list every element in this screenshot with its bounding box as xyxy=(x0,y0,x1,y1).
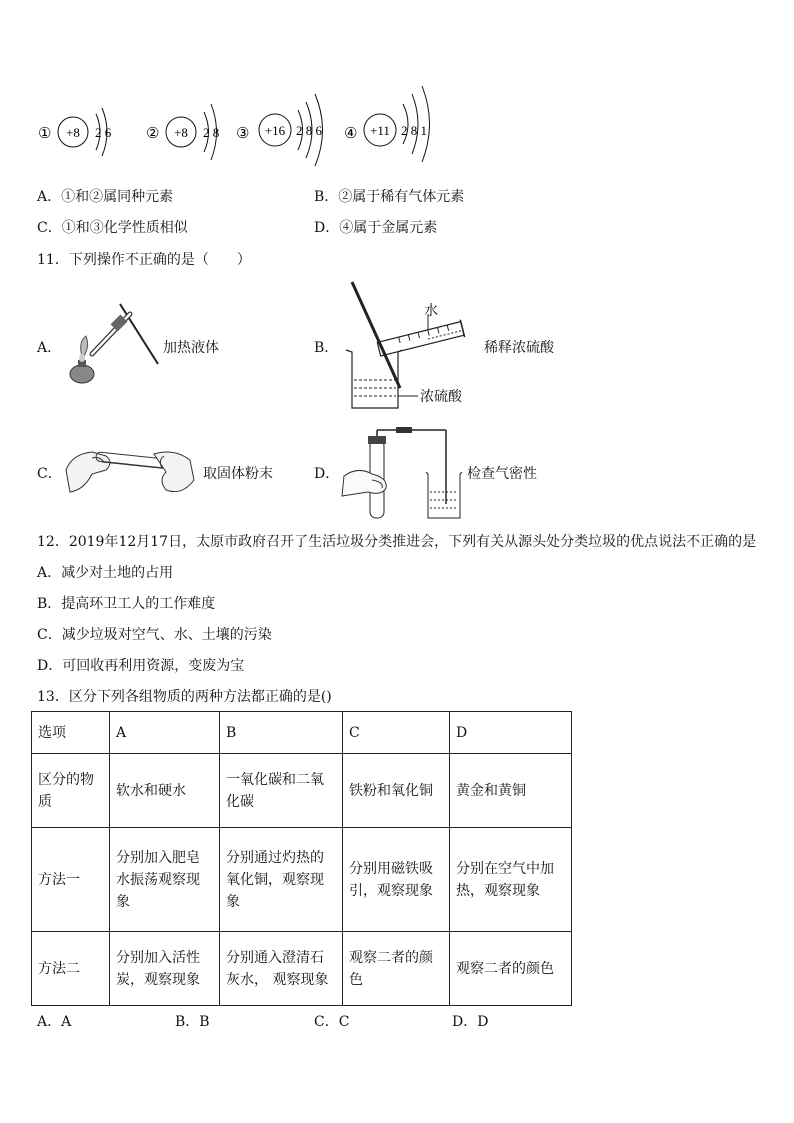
q11-option-d-caption: 检查气密性 xyxy=(467,466,537,482)
table-header-cell: 选项 xyxy=(32,712,110,754)
q11-option-c-caption: 取固体粉末 xyxy=(203,466,273,482)
q11-option-b-letter[interactable]: B． xyxy=(314,340,339,356)
atom-3-nucleus: +16 xyxy=(264,123,286,138)
atom-4-diagram xyxy=(344,86,430,162)
atom-1-nucleus: +8 xyxy=(66,125,80,140)
atom-3-marker: ③ xyxy=(236,126,250,142)
q13-option-d[interactable]: D．D xyxy=(452,1014,489,1030)
q10-atom-diagrams xyxy=(30,84,450,174)
atom-3-diagram xyxy=(236,94,323,166)
q11-option-d-letter[interactable]: D． xyxy=(314,466,340,482)
q12-option-c[interactable]: C．减少垃圾对空气、水、土壤的污染 xyxy=(37,627,272,643)
table-cell: 黄金和黄铜 xyxy=(450,754,572,828)
heating-liquid-illustration xyxy=(60,296,165,392)
q12-option-a[interactable]: A．减少对土地的占用 xyxy=(37,565,174,581)
table-header-cell: B xyxy=(220,712,343,754)
atom-diagrams-svg xyxy=(30,84,450,174)
atom-4-marker: ④ xyxy=(344,126,358,142)
table-row xyxy=(32,828,572,932)
table-cell: 分别在空气中加热，观察现象 xyxy=(450,828,572,932)
q10-option-d[interactable]: D．④属于金属元素 xyxy=(314,220,438,236)
atom-4-nucleus: +11 xyxy=(370,123,390,138)
q13-comparison-table xyxy=(31,711,572,1006)
atom-1-shells: 2 6 xyxy=(95,125,112,140)
table-cell: 观察二者的颜色 xyxy=(343,932,450,1006)
q12-option-d[interactable]: D．可回收再利用资源，变废为宝 xyxy=(37,658,245,674)
atom-2-marker: ② xyxy=(146,126,160,142)
q13-stem: 13．区分下列各组物质的两种方法都正确的是() xyxy=(37,689,332,705)
q13-option-c[interactable]: C．C xyxy=(314,1014,350,1030)
q11-option-c-letter[interactable]: C． xyxy=(37,466,62,482)
table-cell: 软水和硬水 xyxy=(110,754,220,828)
q11-option-b-caption: 稀释浓硫酸 xyxy=(484,340,554,356)
atom-3-shells: 2 8 6 xyxy=(296,123,322,138)
airtight-check-illustration xyxy=(338,426,463,521)
table-cell: 方法二 xyxy=(32,932,110,1006)
q10-option-a[interactable]: A．①和②属同种元素 xyxy=(37,189,174,205)
table-header-cell: C xyxy=(343,712,450,754)
q13-option-b[interactable]: B．B xyxy=(175,1014,210,1030)
table-header-cell: D xyxy=(450,712,572,754)
table-row xyxy=(32,932,572,1006)
table-header-row xyxy=(32,712,572,754)
atom-2-nucleus: +8 xyxy=(174,125,188,140)
table-cell: 方法一 xyxy=(32,828,110,932)
q11-option-a-letter[interactable]: A． xyxy=(37,340,62,356)
atom-2-diagram xyxy=(146,104,219,160)
q13-option-a[interactable]: A．A xyxy=(37,1014,72,1030)
atom-1-diagram xyxy=(38,108,112,156)
q12-stem: 12．2019年12月17日，太原市政府召开了生活垃圾分类推进会，下列有关从源头处分类垃圾的优点说法不正确的是 xyxy=(37,534,757,550)
atom-4-shells: 2 8 1 xyxy=(401,123,427,138)
label-conc-acid: 浓硫酸 xyxy=(420,389,462,405)
table-cell: 铁粉和氧化铜 xyxy=(343,754,450,828)
table-cell: 分别用磁铁吸引，观察现象 xyxy=(343,828,450,932)
table-cell: 一氧化碳和二氧化碳 xyxy=(220,754,343,828)
table-cell: 分别通入澄清石灰水， 观察现象 xyxy=(220,932,343,1006)
table-cell: 分别通过灼热的氧化铜，观察现象 xyxy=(220,828,343,932)
powder-illustration xyxy=(62,440,197,504)
atom-1-marker: ① xyxy=(38,126,52,142)
table-cell: 观察二者的颜色 xyxy=(450,932,572,1006)
table-cell: 分别加入活性炭，观察现象 xyxy=(110,932,220,1006)
label-water: 水 xyxy=(424,303,438,319)
q10-option-c[interactable]: C．①和③化学性质相似 xyxy=(37,220,188,236)
table-cell: 分别加入肥皂水振荡观察现象 xyxy=(110,828,220,932)
q11-stem: 11．下列操作不正确的是（ ） xyxy=(37,252,251,268)
table-cell: 区分的物质 xyxy=(32,754,110,828)
table-header-cell: A xyxy=(110,712,220,754)
q11-option-a-caption: 加热液体 xyxy=(163,340,219,356)
table-row xyxy=(32,754,572,828)
q12-option-b[interactable]: B．提高环卫工人的工作难度 xyxy=(37,596,216,612)
q10-option-b[interactable]: B．②属于稀有气体元素 xyxy=(314,189,465,205)
atom-2-shells: 2 8 xyxy=(203,125,220,140)
